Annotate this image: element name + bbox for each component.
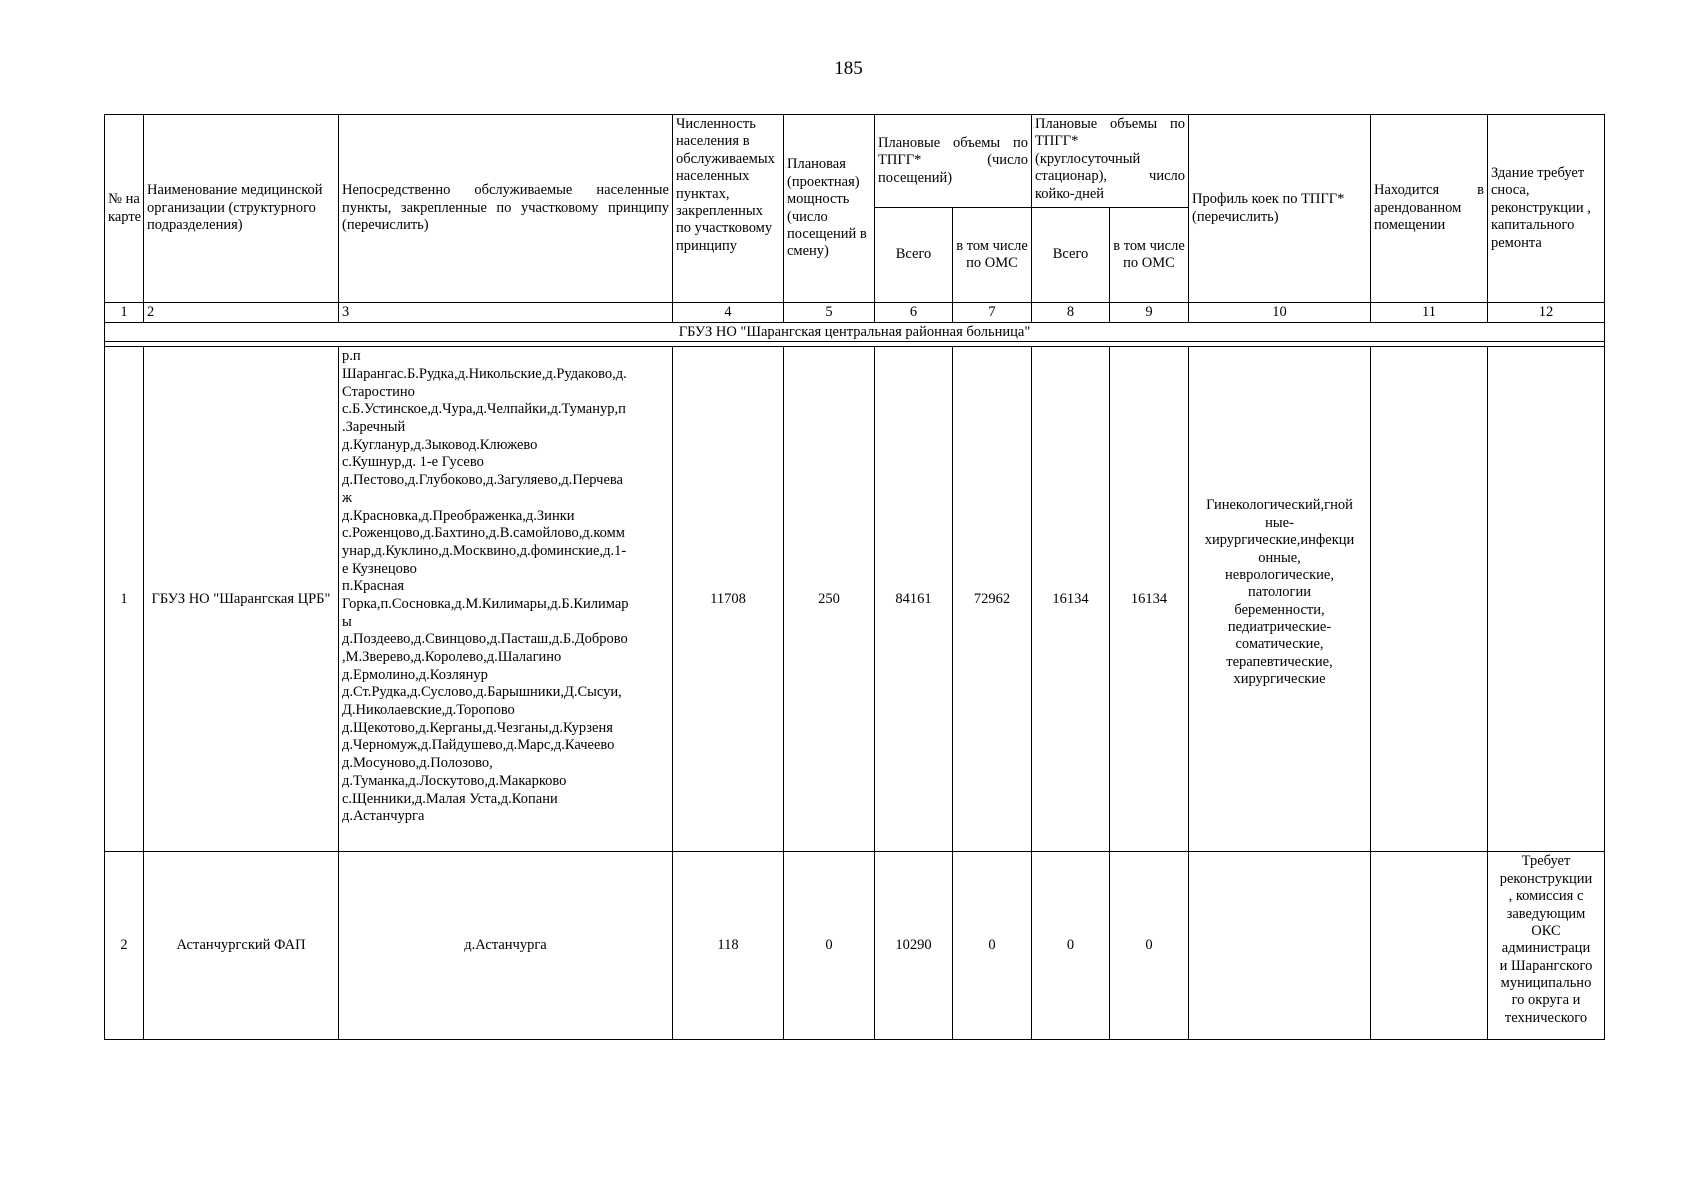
profile-line: Гинекологический,гной xyxy=(1206,497,1353,514)
profile-line: патологии xyxy=(1248,584,1311,601)
facilities-table xyxy=(104,114,1605,1040)
demolition-line: реконструкции xyxy=(1499,870,1593,887)
section-title: ГБУЗ НО "Шарангская центральная районная больница" xyxy=(105,322,1605,342)
header-row-1 xyxy=(105,115,1605,208)
population-value: 11708 xyxy=(673,347,784,852)
col-num: 12 xyxy=(1488,303,1605,323)
header-name: Наименование медицинской организации (структурного подразделения) xyxy=(144,115,339,303)
profile-line: неврологические, xyxy=(1225,566,1334,583)
settlement-line: Д.Николаевские,д.Торопово xyxy=(342,702,515,719)
settlement-line: д.Черномуж,д.Пайдушево,д.Марс,д.Качеево xyxy=(342,737,615,754)
visits-oms-value: 0 xyxy=(953,852,1032,1040)
col-num: 3 xyxy=(339,303,673,323)
row-num: 2 xyxy=(105,852,144,1040)
column-number-row xyxy=(105,303,1605,323)
demolition-note xyxy=(1488,852,1605,1040)
settlement-line: Шарангас.Б.Рудка,д.Никольские,д.Рудаково,д. xyxy=(342,366,627,383)
settlement-line: .Заречный xyxy=(342,419,406,436)
header-num: № на карте xyxy=(105,115,144,303)
settlement-line: с.Роженцово,д.Бахтино,д.В.самойлово,д.комм xyxy=(342,525,625,542)
demolition-line: администраци xyxy=(1501,940,1591,957)
settlement-line: р.п xyxy=(342,348,361,365)
settlements-list xyxy=(339,347,673,852)
capacity-value: 0 xyxy=(784,852,875,1040)
header-capacity: Плановая (проектная) мощность (число посещений в смену) xyxy=(784,115,875,303)
demolition-line: технического xyxy=(1504,1009,1588,1026)
visits-total-value: 10290 xyxy=(875,852,953,1040)
demolition-line: Требует xyxy=(1521,853,1571,870)
col-num: 9 xyxy=(1110,303,1189,323)
demolition-line: и Шарангского xyxy=(1499,957,1593,974)
table-row xyxy=(105,852,1605,1040)
settlement-line: ы xyxy=(342,613,352,630)
settlement-line: с.Кушнур,д. 1-е Гусево xyxy=(342,454,484,471)
bed-profile xyxy=(1189,347,1371,852)
col-num: 11 xyxy=(1371,303,1488,323)
visits-oms-value: 72962 xyxy=(953,347,1032,852)
col-num: 2 xyxy=(144,303,339,323)
settlement-line: п.Красная xyxy=(342,578,405,595)
settlement-line: д.Поздеево,д.Свинцово,д.Пасташ,д.Б.Доброво xyxy=(342,631,628,648)
header-rented: Находится в арендованном помещении xyxy=(1371,115,1488,303)
demolition-value xyxy=(1488,347,1605,852)
settlement-line: д.Пестово,д.Глубоково,д.Загуляево,д.Перчева xyxy=(342,472,623,489)
section-row xyxy=(105,322,1605,342)
page-number: 185 xyxy=(834,58,863,79)
demolition-line: заведующим xyxy=(1506,905,1586,922)
settlement-line: д.Астанчурга xyxy=(342,808,425,825)
rented-value xyxy=(1371,347,1488,852)
col-num: 1 xyxy=(105,303,144,323)
profile-line: хирургические,инфекци xyxy=(1204,532,1355,549)
demolition-line: муниципально xyxy=(1500,975,1592,992)
bed-profile xyxy=(1189,852,1371,1040)
visits-total-value: 84161 xyxy=(875,347,953,852)
settlement-line: д.Кугланур,д.Зыковод.Клюжево xyxy=(342,436,538,453)
settlement-line: е Кузнецово xyxy=(342,560,417,577)
settlement-line: д.Красновка,д.Преображенка,д.Зинки xyxy=(342,507,575,524)
settlement-value: д.Астанчурга xyxy=(339,852,673,1040)
col-num: 8 xyxy=(1032,303,1110,323)
capacity-value: 250 xyxy=(784,347,875,852)
header-population: Численность населения в обслуживаемых населенных пунктах, закрепленных по участковому принципу xyxy=(673,115,784,303)
row-num: 1 xyxy=(105,347,144,852)
header-profile: Профиль коек по ТПГГ* (перечислить) xyxy=(1189,115,1371,303)
header-visits-oms: в том числе по ОМС xyxy=(953,208,1032,303)
table-row xyxy=(105,347,1605,852)
col-num: 4 xyxy=(673,303,784,323)
col-num: 7 xyxy=(953,303,1032,323)
settlement-line: д.Ст.Рудка,д.Суслово,д.Барышники,Д.Сысуи, xyxy=(342,684,622,701)
header-stat-oms: в том числе по ОМС xyxy=(1110,208,1189,303)
col-num: 6 xyxy=(875,303,953,323)
rented-value xyxy=(1371,852,1488,1040)
settlement-line: д.Мосуново,д.Полозово, xyxy=(342,755,493,772)
settlement-line: д.Туманка,д.Лоскутово,д.Макарково xyxy=(342,772,567,789)
header-visits-total: Всего xyxy=(875,208,953,303)
settlement-line: с.Б.Устинское,д.Чура,д.Челпайки,д.Туманур,п xyxy=(342,401,626,418)
settlement-line: д.Ермолино,д.Козлянур xyxy=(342,666,488,683)
header-stationary-group: Плановые объемы по ТПГГ* (круглосуточный стационар), число койко-дней xyxy=(1032,115,1189,208)
col-num: 10 xyxy=(1189,303,1371,323)
demolition-line: го округа и xyxy=(1511,992,1581,1009)
header-visits-group: Плановые объемы по ТПГГ* (число посещений) xyxy=(875,115,1032,208)
demolition-line: ОКС xyxy=(1531,922,1561,939)
profile-line: педиатрические- xyxy=(1227,619,1332,636)
settlement-line: ,М.Зверево,д.Королево,д.Шалагино xyxy=(342,649,562,666)
settlement-line: д.Щекотово,д.Керганы,д.Чезганы,д.Курзеня xyxy=(342,719,613,736)
stat-total-value: 16134 xyxy=(1032,347,1110,852)
header-settlements: Непосредственно обслуживаемые населенные пункты, закрепленные по участковому принципу (перечислить) xyxy=(339,115,673,303)
settlement-line: Горка,п.Сосновка,д.М.Килимары,д.Б.Килимар xyxy=(342,595,629,612)
stat-oms-value: 0 xyxy=(1110,852,1189,1040)
profile-line: хирургические xyxy=(1233,671,1326,688)
profile-line: беременности, xyxy=(1234,601,1325,618)
header-stat-total: Всего xyxy=(1032,208,1110,303)
settlement-line: ж xyxy=(342,489,353,506)
header-demolition: Здание требует сноса, реконструкции , капитального ремонта xyxy=(1488,115,1605,303)
settlement-line: с.Щенники,д.Малая Уста,д.Копани xyxy=(342,790,558,807)
profile-line: терапевтические, xyxy=(1226,653,1333,670)
facility-name: ГБУЗ НО "Шарангская ЦРБ" xyxy=(144,347,339,852)
demolition-line: , комиссия с xyxy=(1508,888,1584,905)
profile-line: соматические, xyxy=(1235,636,1324,653)
col-num: 5 xyxy=(784,303,875,323)
stat-oms-value: 16134 xyxy=(1110,347,1189,852)
profile-line: ные- xyxy=(1265,514,1294,531)
facility-name: Астанчургский ФАП xyxy=(144,852,339,1040)
profile-line: онные, xyxy=(1258,549,1301,566)
population-value: 118 xyxy=(673,852,784,1040)
settlement-line: Старостино xyxy=(342,383,415,400)
stat-total-value: 0 xyxy=(1032,852,1110,1040)
settlement-line: унар,д.Куклино,д.Москвино,д.фоминские,д.1- xyxy=(342,542,627,559)
